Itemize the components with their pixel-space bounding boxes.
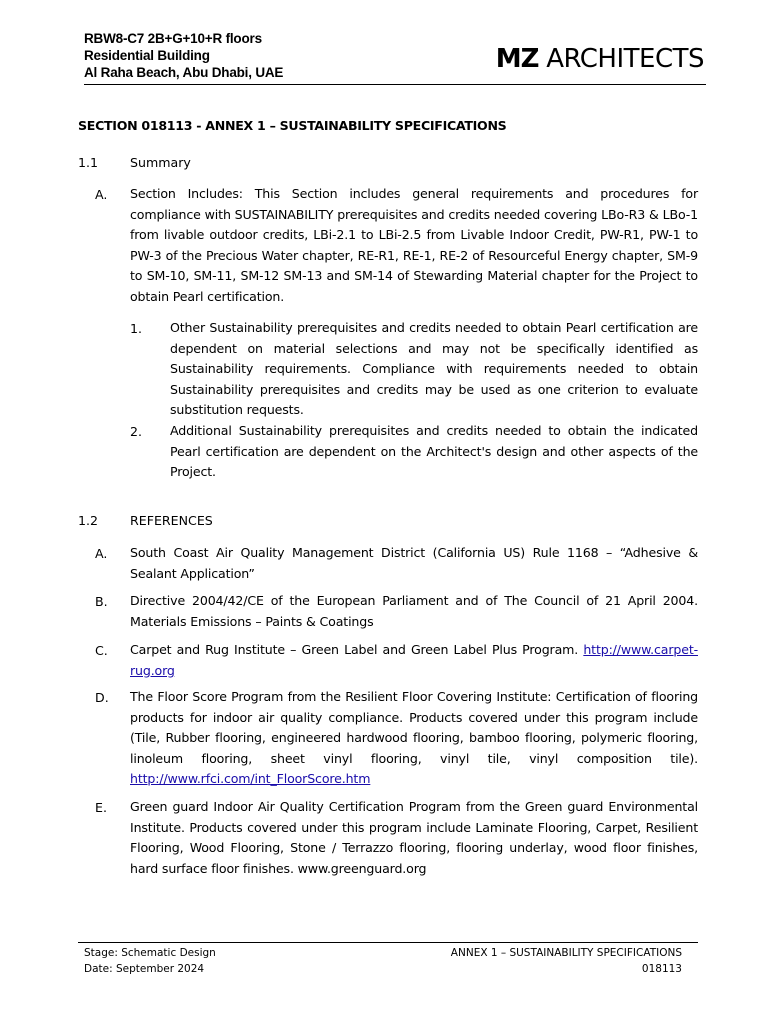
ref-item-b: Directive 2004/42/CE of the European Parliament and of The Council of 21 April 2004. Materials Emissions – Paints & Coatings <box>130 593 698 629</box>
logo-mz: MZ <box>495 44 539 74</box>
carpet-rug-link[interactable]: http://www.carpet-rug.org <box>130 642 698 678</box>
subitem-label-2: 2. <box>130 424 143 439</box>
footer-right <box>451 945 682 977</box>
project-line-3: Al Raha Beach, Abu Dhabi, UAE <box>84 65 284 80</box>
ref-label-c: C. <box>95 643 108 658</box>
section-title: SECTION 018113 - ANNEX 1 – SUSTAINABILITY SPECIFICATIONS <box>78 118 507 133</box>
floorscore-link[interactable]: http://www.rfci.com/int_FloorScore.htm <box>130 771 371 786</box>
section-number-1-1: 1.1 <box>78 155 99 170</box>
footer-code: 018113 <box>641 963 682 975</box>
ref-item-a: South Coast Air Quality Management District (California US) Rule 1168 – “Adhesive & Sealant Application” <box>130 545 698 581</box>
ref-item-d <box>130 687 698 790</box>
ref-item-c-text: Carpet and Rug Institute – Green Label and Green Label Plus Program. <box>130 642 579 657</box>
footer-stage: Stage: Schematic Design <box>84 947 216 959</box>
section-heading-summary: Summary <box>130 155 191 170</box>
footer-date: Date: September 2024 <box>84 963 205 975</box>
subitem-label-1: 1. <box>130 321 143 336</box>
logo-architects: ARCHITECTS <box>538 44 704 74</box>
ref-item-d-text: The Floor Score Program from the Resilient Floor Covering Institute: Certification of flooring products for indoor air quality compliance. Products covered under this program include (Tile, Rubber flooring, engineered hardwood flooring, bamboo flooring, polymeric flooring, linoleum flooring, sheet vinyl flooring, vinyl tile, vinyl composition tile). <box>130 689 698 766</box>
summary-subitem-1: Other Sustainability prerequisites and credits needed to obtain Pearl certification are dependent on material selections and may not be specifically identified as Sustainability requirements. Compliance with requirements needed to obtain Sustainability prerequisites and credits may be used as one criterion to evaluate substitution requests. <box>170 320 698 417</box>
ref-label-b: B. <box>95 594 108 609</box>
ref-label-d: D. <box>95 690 109 705</box>
summary-paragraph-a: Section Includes: This Section includes general requirements and procedures for compliance with SUSTAINABILITY prerequisites and credits needed covering LBo-R3 & LBo-1 from livable outdoor credits, LBi-2.1 to LBi-2.5 from Livable Indoor Credit, PW-R1, PW-1 to PW-3 of the Precious Water chapter, RE-R1, RE-1, RE-2 of Resourceful Energy chapter, SM-9 to SM-10, SM-11, SM-12 SM-13 and SM-14 of Stewarding Material chapter for the Project to obtain Pearl certification. <box>130 186 698 304</box>
footer-annex: ANNEX 1 – SUSTAINABILITY SPECIFICATIONS <box>450 947 682 959</box>
item-label-a: A. <box>95 187 108 202</box>
ref-item-c <box>130 640 698 681</box>
page-header <box>84 30 706 85</box>
ref-label-e: E. <box>95 800 107 815</box>
footer-left <box>84 945 216 977</box>
ref-item-e: Green guard Indoor Air Quality Certification Program from the Green guard Environmental Institute. Products covered under this program include Laminate Flooring, Carpet, Resilient Flooring, Wood Flooring, Stone / Terrazzo flooring, flooring underlay, wood floor finishes, hard surface floor finishes. www.greenguard.org <box>130 799 698 876</box>
company-logo <box>496 44 704 74</box>
section-heading-references: REFERENCES <box>130 513 213 528</box>
project-info <box>84 30 283 81</box>
project-line-1: RBW8-C7 2B+G+10+R floors <box>84 31 262 46</box>
summary-subitem-2: Additional Sustainability prerequisites and credits needed to obtain the indicated Pearl certification are dependent on the Architect's design and other aspects of the Project. <box>170 423 698 479</box>
ref-label-a: A. <box>95 546 108 561</box>
page-footer <box>78 942 698 975</box>
project-line-2: Residential Building <box>84 48 210 63</box>
section-number-1-2: 1.2 <box>78 513 99 528</box>
